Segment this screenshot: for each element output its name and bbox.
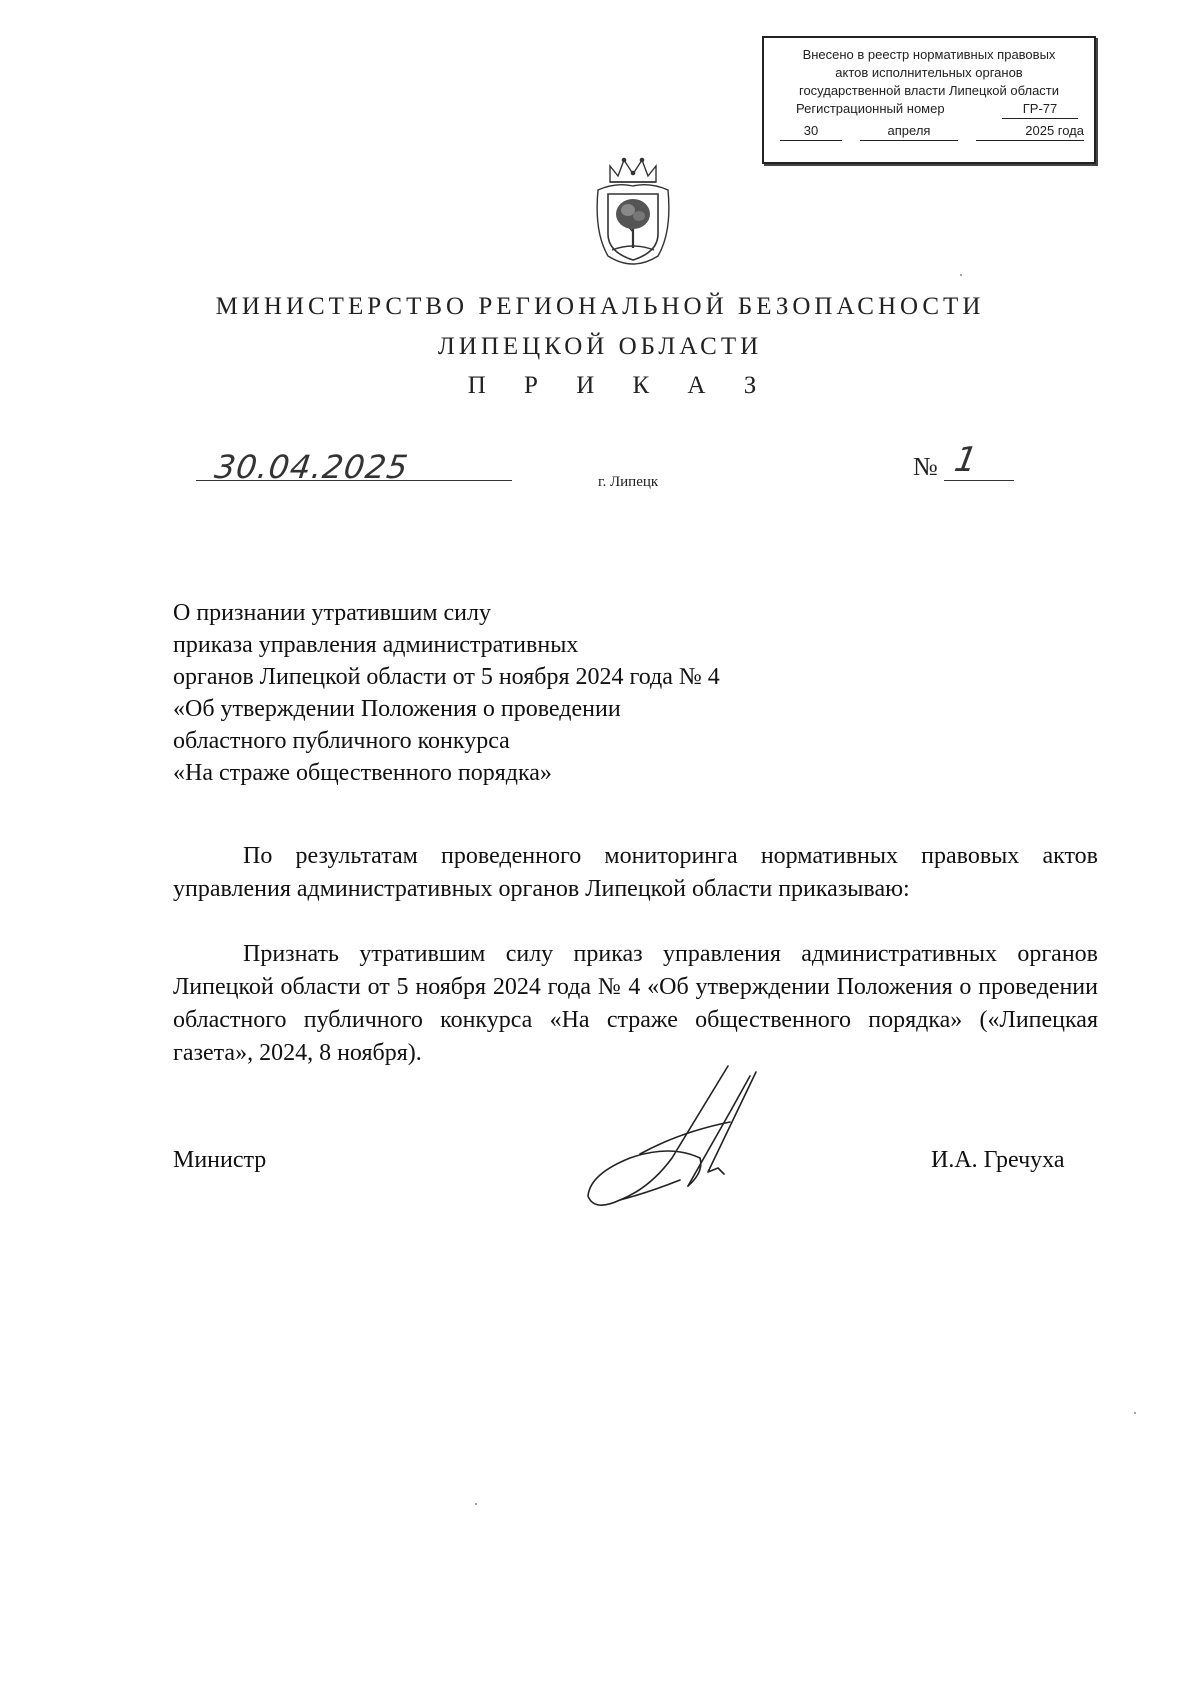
title-line: приказа управления административных <box>173 632 579 658</box>
registration-stamp <box>762 36 1096 164</box>
body-paragraph-2: Признать утратившим силу приказ управления административных органов Липецкой области от 5 ноября 2024 года № 4 «Об утверждении Положения о проведении областного публичного конкурса «На страже общественного порядка» («Липецкая газета», 2024, 8 ноября). <box>173 941 1098 1066</box>
document-type: П Р И К А З <box>467 372 773 399</box>
handwritten-signature-icon <box>580 1062 800 1222</box>
stamp-day: 30 <box>780 122 842 141</box>
coat-of-arms-icon <box>588 152 678 270</box>
body-paragraph-1: По результатам проведенного мониторинга нормативных правовых актов управления административных органов Липецкой области приказываю: <box>173 843 1098 902</box>
scan-speck <box>960 274 962 276</box>
title-line: органов Липецкой области от 5 ноября 2024 года № 4 <box>173 664 720 690</box>
number-sign: № <box>913 452 938 481</box>
date-underline <box>196 480 512 481</box>
stamp-reg-label: Регистрационный номер <box>796 101 945 116</box>
ministry-name-line-2: ЛИПЕЦКОЙ ОБЛАСТИ <box>437 333 763 360</box>
title-line: «Об утверждении Положения о проведении <box>173 696 621 722</box>
handwritten-date: 30.04.2025 <box>212 448 411 486</box>
handwritten-number: 1 <box>951 440 981 480</box>
scan-speck <box>475 1503 477 1505</box>
stamp-year: 2025 года <box>976 122 1084 141</box>
title-line: областного публичного конкурса <box>173 728 510 754</box>
stamp-line-3: государственной власти Липецкой области <box>798 83 1060 98</box>
ministry-name-line-1: МИНИСТЕРСТВО РЕГИОНАЛЬНОЙ БЕЗОПАСНОСТИ <box>215 293 985 320</box>
title-line: О признании утратившим силу <box>173 600 491 626</box>
scan-speck <box>1134 1412 1136 1414</box>
order-title <box>173 597 720 789</box>
stamp-reg-number: ГР-77 <box>1002 100 1078 119</box>
number-underline <box>944 480 1014 481</box>
stamp-line-2: актов исполнительных органов <box>835 65 1023 80</box>
title-line: «На страже общественного порядка» <box>173 760 552 786</box>
city-label: г. Липецк <box>598 474 659 490</box>
stamp-date-row <box>764 122 1094 141</box>
stamp-registration-row <box>764 100 1094 119</box>
stamp-month: апреля <box>860 122 958 141</box>
signatory-position: Министр <box>173 1147 267 1173</box>
signatory-name: И.А. Гречуха <box>931 1147 1065 1173</box>
stamp-line-1: Внесено в реестр нормативных правовых <box>802 47 1056 62</box>
